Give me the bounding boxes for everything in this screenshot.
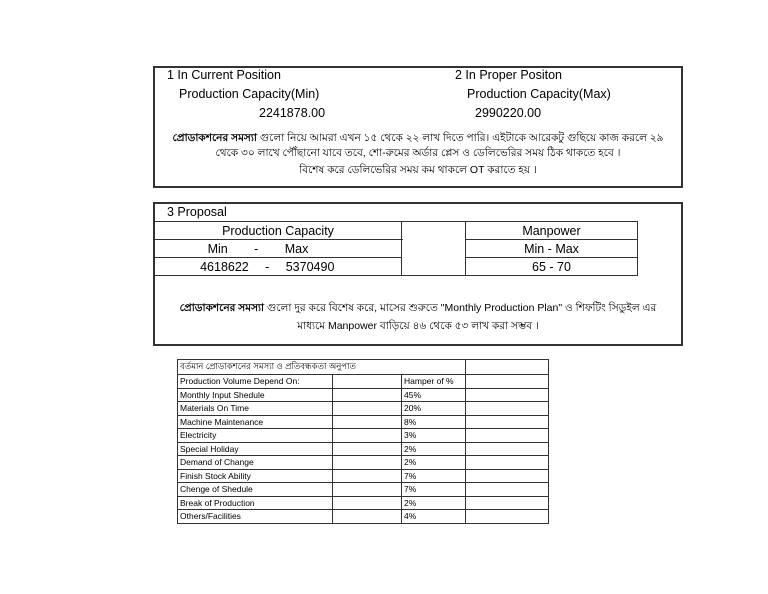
current-capacity-value: 2241878.00 bbox=[259, 106, 326, 120]
table-row: Electricity 3% bbox=[178, 429, 549, 443]
col-header-hamper: Hamper of % bbox=[402, 375, 466, 389]
min-max-labels bbox=[155, 240, 402, 258]
max-label: Max bbox=[284, 241, 309, 256]
current-position-heading: 1 In Current Position bbox=[167, 68, 281, 82]
table-row: Monthly Input Shedule 45% bbox=[178, 388, 549, 402]
note1-line3: বিশেষ করে ডেলিভেরির সময় কম থাকলে OT করাতে হয় । bbox=[299, 164, 537, 176]
dash-label: - bbox=[254, 241, 259, 256]
note1-line1-text: গুলো নিয়ে আমরা এখন ১৫ থেকে ২২ লাখ দিতে পারি। এইটাকে আরেকটু গুছিয়ে কাজ করলে ২৯ bbox=[256, 132, 664, 144]
proposal-gap-cell bbox=[402, 222, 466, 276]
hamper-table-title: বর্তমান প্রোডাকশনের সমস্যা ও প্রতিবন্ধকতা অনুপাত bbox=[178, 360, 466, 375]
table-row: Chenge of Shedule 7% bbox=[178, 483, 549, 497]
note2-bold-term: প্রোডাকশনের সমস্যা bbox=[179, 302, 265, 314]
col-header-depend: Production Volume Depend On: bbox=[178, 375, 333, 389]
note2-line2: মাধ্যমে Manpower বাড়িয়ে ৪৬ থেকে ৫৩ লাখ করা সম্ভব । bbox=[297, 320, 539, 332]
manpower-header: Manpower bbox=[466, 222, 638, 240]
capacity-header: Production Capacity bbox=[155, 222, 402, 240]
table-row: Break of Production 2% bbox=[178, 496, 549, 510]
min-label: Min bbox=[207, 241, 228, 256]
current-capacity-label: Production Capacity(Min) bbox=[179, 87, 320, 101]
table-row: Materials On Time 20% bbox=[178, 402, 549, 416]
max-value: 5370490 bbox=[285, 259, 335, 274]
proposal-note bbox=[156, 301, 680, 334]
proper-position-heading: 2 In Proper Positon bbox=[455, 68, 563, 82]
current-problem-note bbox=[156, 131, 680, 178]
manpower-range-label: Min - Max bbox=[466, 240, 638, 258]
manpower-value: 65 - 70 bbox=[466, 258, 638, 276]
proposal-capacity-table bbox=[154, 221, 638, 276]
proper-capacity-label: Production Capacity(Max) bbox=[467, 87, 611, 101]
table-row: Demand of Change 2% bbox=[178, 456, 549, 470]
note1-line1 bbox=[156, 131, 680, 146]
proposal-heading: 3 Proposal bbox=[167, 205, 227, 219]
note2-line1 bbox=[156, 301, 680, 316]
table-row: Others/Facilities 4% bbox=[178, 510, 549, 524]
note1-bold-term: প্রোডাকশনের সমস্যা bbox=[172, 132, 257, 144]
hamper-table bbox=[177, 359, 549, 524]
min-max-values bbox=[155, 258, 402, 276]
proper-capacity-value: 2990220.00 bbox=[475, 106, 542, 120]
table-row: Special Holiday 2% bbox=[178, 442, 549, 456]
table-row: Machine Maintenance 8% bbox=[178, 415, 549, 429]
note2-line1-text: গুলো দুর করে বিশেষ করে, মাসের শুরুতে "Monthly Production Plan" ও শিফটিং সিডুইল এর bbox=[264, 302, 657, 314]
table-row: Finish Stock Ability 7% bbox=[178, 469, 549, 483]
dash-value: - bbox=[265, 259, 270, 274]
note1-line2: থেকে ৩০ লাখে পৌঁছানো যাবে তবে, শো-রুমের অর্ডার প্লেস ও ডেলিভেরির সময় ঠিক থাকতে হবে । bbox=[215, 147, 621, 159]
min-value: 4618622 bbox=[200, 259, 249, 274]
